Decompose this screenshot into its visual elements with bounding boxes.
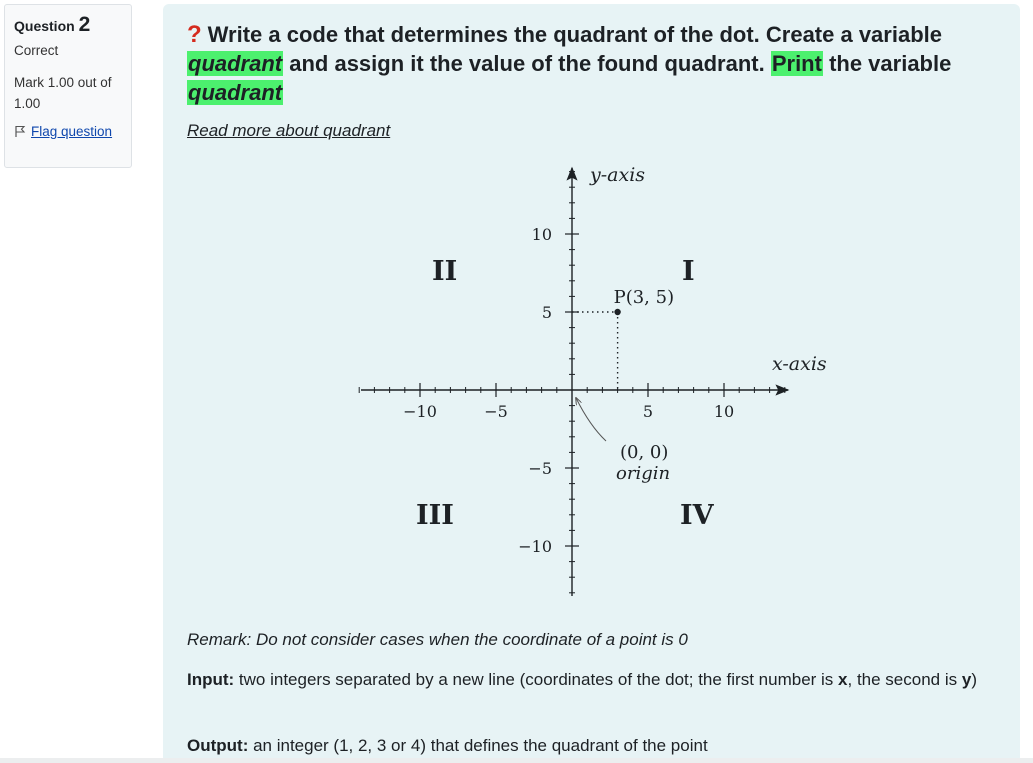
origin-label: origin bbox=[616, 463, 671, 484]
y-tick-label: 5 bbox=[541, 303, 552, 322]
x-tick-label: 5 bbox=[642, 402, 654, 421]
quadrant-figure bbox=[163, 154, 1020, 604]
point-p bbox=[572, 287, 674, 390]
point-label: P(3, 5) bbox=[613, 287, 675, 308]
origin-pointer bbox=[576, 398, 606, 441]
quadrant-label-4: IV bbox=[680, 500, 714, 531]
y-tick-label: −5 bbox=[528, 459, 552, 478]
y-tick-label: 10 bbox=[531, 225, 552, 244]
quadrant-label-1: I bbox=[682, 256, 695, 287]
y-axis-label: y-axis bbox=[590, 164, 646, 186]
quadrant-label-2: II bbox=[432, 256, 458, 287]
question-text: ? Write a code that determines the quadrant of the dot. Create a variable quadrant and assign it the value of the found quadrant. Print the variable quadrant bbox=[187, 21, 952, 105]
question-icon: ? bbox=[187, 21, 202, 48]
highlight-print: Print bbox=[771, 51, 822, 76]
flag-question-link[interactable]: Flag question bbox=[14, 124, 122, 139]
x-tick-label: −5 bbox=[484, 402, 508, 421]
question-info-panel bbox=[4, 4, 132, 168]
x-axis-label: x-axis bbox=[772, 353, 827, 375]
input-description: Input: two integers separated by a new line (coordinates of the dot; the first number is x, the second is y) bbox=[187, 670, 977, 689]
question-number: Question 2 bbox=[14, 13, 91, 36]
output-description: Output: an integer (1, 2, 3 or 4) that defines the quadrant of the point bbox=[187, 736, 708, 755]
question-state: Correct bbox=[14, 43, 59, 58]
remark-text: Remark: Do not consider cases when the coordinate of a point is 0 bbox=[187, 630, 688, 649]
highlight-quadrant: quadrant bbox=[188, 51, 283, 76]
question-mark: Mark 1.00 out of 1.00 bbox=[14, 75, 112, 111]
y-tick-label: −10 bbox=[518, 537, 552, 556]
quadrant-label-3: III bbox=[416, 500, 454, 531]
highlight-quadrant-2: quadrant bbox=[188, 80, 283, 105]
bottom-scroll-strip bbox=[0, 758, 1033, 763]
flag-icon bbox=[14, 125, 27, 138]
x-tick-label: −10 bbox=[403, 402, 437, 421]
question-content bbox=[163, 4, 1020, 763]
point-marker bbox=[614, 309, 620, 315]
read-more-link[interactable]: Read more about quadrant bbox=[187, 121, 391, 140]
x-tick-label: 10 bbox=[713, 402, 735, 421]
origin-coordinate-label: (0, 0) bbox=[620, 442, 669, 463]
